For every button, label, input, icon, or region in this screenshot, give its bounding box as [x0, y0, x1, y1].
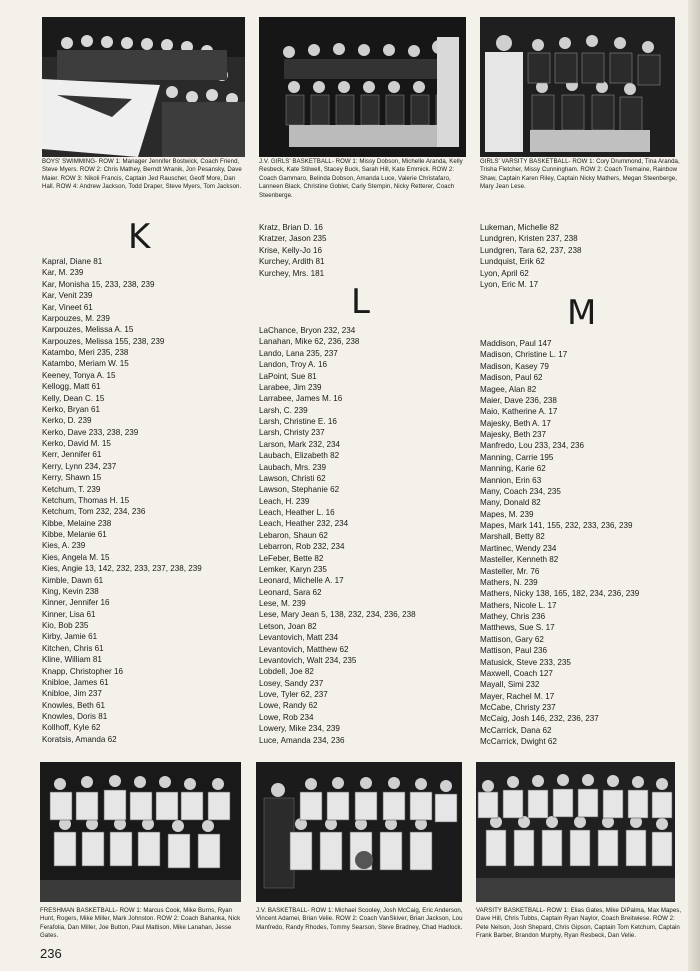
index-entry: Lyon, Eric M. 17 [480, 279, 539, 289]
jv-girls-basketball-photo [259, 17, 466, 157]
index-entry: Madison, Christine L. 17 [480, 350, 568, 360]
index-entry: Maddison, Paul 147 [480, 339, 552, 348]
index-entry: Leonard, Michelle A. 17 [259, 576, 344, 586]
index-entry: Lundgren, Kristen 237, 238 [480, 234, 578, 244]
index-entry: McCarrick, Dwight 62 [480, 737, 557, 747]
index-entry: Laubach, Elizabeth 82 [259, 451, 340, 461]
index-entry: Kibbe, Melanie 61 [42, 530, 107, 539]
index-entry: Kinner, Jennifer 16 [42, 598, 110, 608]
index-entry: Keeney, Tonya A. 15 [42, 370, 116, 380]
index-entry: Magee, Alan 82 [480, 384, 537, 394]
index-entry: Knowles, Beth 61 [42, 700, 105, 710]
index-entry: Kurchey, Mrs. 181 [259, 268, 325, 278]
girls-varsity-basketball-caption: GIRLS' VARSITY BASKETBALL- ROW 1: Cory Drummond, Tina Aranda, Trisha Fletcher, Missy Cunningham. ROW 2: Coach Tremaine, Rainbow Shaw, Captain Karen Riley, Captain Nicky Mathers, Megan Steenberge, Mary Jean Lese. [480, 158, 680, 191]
index-entry: Landon, Troy A. 16 [259, 360, 327, 370]
index-entry: Manfredo, Lou 233, 234, 236 [480, 441, 584, 451]
index-entry: Maio, Katherine A. 17 [480, 407, 558, 417]
index-entry: Knibloe, Jim 237 [42, 689, 102, 699]
varsity-basketball-caption: VARSITY BASKETBALL- ROW 1: Elias Gates, Mike DiPalma, Max Mapes, Dave Hill, Chris Tubbs, Captain Ryan Naylor, Coach Breitwiese. ROW 2: Pete Nelson, Josh Shepard, Chris Gipson, Captain Tom Ketchum, Captain Frank Barber, Brandon Murphy, Ryan Resbeck, Dan Velie. [476, 907, 682, 940]
index-entry: Many, Donald 82 [480, 498, 541, 508]
index-entry: Levantovich, Matt 234 [259, 633, 339, 643]
index-entry: Kerko, Bryan 61 [42, 404, 101, 414]
index-column-l [259, 325, 416, 746]
index-entry: Mayer, Rachel M. 17 [480, 691, 555, 701]
index-entry: Kibbe, Melaine 238 [42, 518, 112, 528]
index-entry: Kitchen, Chris 61 [42, 643, 104, 653]
index-entry: Love, Tyler 62, 237 [259, 690, 328, 699]
index-entry: Kar, Vineet 61 [42, 302, 93, 312]
index-entry: Kratzer, Jason 235 [259, 234, 327, 244]
index-entry: Lebarron, Rob 232, 234 [259, 542, 345, 552]
index-entry: Luce, Amanda 234, 236 [259, 735, 345, 745]
index-entry: LaPoint, Sue 81 [259, 371, 317, 381]
index-entry: Kerry, Lynn 234, 237 [42, 461, 117, 471]
index-entry: Lawson, Christi 62 [259, 473, 326, 483]
index-entry: Kar, M. 239 [42, 268, 84, 278]
index-entry: Kies, A. 239 [42, 541, 86, 551]
index-entry: Mattison, Gary 62 [480, 634, 544, 644]
index-entry: Kerko, Dave 233, 238, 239 [42, 427, 139, 437]
index-entry: Mathers, Nicole L. 17 [480, 600, 557, 610]
index-entry: Lundquist, Erik 62 [480, 257, 545, 267]
index-entry: Kerko, D. 239 [42, 416, 92, 426]
index-entry: Krise, Kelly-Jo 16 [259, 245, 322, 255]
index-entry: Matthews, Sue S. 17 [480, 623, 555, 633]
index-column-m [480, 338, 639, 748]
index-entry: Mayall, Simi 232 [480, 680, 540, 690]
index-entry: Kies, Angela M. 15 [42, 552, 110, 562]
index-entry: Larrabee, James M. 16 [259, 394, 343, 404]
index-entry: Kimble, Dawn 61 [42, 575, 104, 585]
index-entry: Lawson, Stephanie 62 [259, 485, 340, 495]
index-entry: McCaig, Josh 146, 232, 236, 237 [480, 714, 599, 724]
index-entry: Maier, Dave 236, 238 [480, 395, 557, 405]
index-entry: McCarrick, Dana 62 [480, 725, 552, 735]
index-entry: Kinner, Lisa 61 [42, 609, 96, 619]
index-entry: Martinec, Wendy 234 [480, 543, 557, 553]
index-entry: Mattison, Paul 236 [480, 646, 548, 656]
letter-l-heading: L [351, 282, 370, 322]
jv-basketball-caption: J.V. BASKETBALL- ROW 1: Michael Scooley, Josh McCaig, Eric Anderson, Vincent Adamei, Brian Velie. ROW 2: Coach VanSkiver, Brian Jackson, Lou Manfredo, Randy Rhodes, Tommy Searson, Steve Bradney, Chad Hadlock. [256, 907, 463, 931]
index-entry: Kapral, Diane 81 [42, 257, 103, 266]
letter-m-heading: M [567, 293, 597, 333]
index-column-l-continued [480, 222, 582, 290]
index-entry: Karpouzes, Melissa A. 15 [42, 325, 134, 335]
page-number: 236 [40, 946, 62, 961]
varsity-basketball-photo [476, 762, 675, 902]
index-entry: Manning, Carrie 195 [480, 452, 554, 462]
boys-swimming-caption: BOYS' SWIMMING- ROW 1: Manager Jennifer Bostwick, Coach Friend, Steve Myers. ROW 2: Chris Mathey, Berndt Wranik, Jon Pesansky, Dave Maier. ROW 3: Nikoli Francis, Captain Jed Rauscher, Geoff More, Dan Hall. ROW 4: Andrew Jackson, Todd Draper, Steve Myers, Tom Jackson. [42, 158, 242, 191]
index-entry: Lowe, Rob 234 [259, 712, 314, 722]
index-entry: Kerry, Shawn 15 [42, 473, 102, 483]
index-entry: Marshall, Betty 82 [480, 532, 545, 542]
index-column-k [42, 256, 202, 745]
index-entry: Lowe, Randy 62 [259, 701, 318, 711]
binding-edge [688, 0, 700, 971]
index-entry: Mapes, Mark 141, 155, 232, 233, 236, 239 [480, 521, 633, 530]
index-entry: Lemker, Karyn 235 [259, 564, 327, 574]
girls-varsity-basketball-photo [480, 17, 675, 157]
index-entry: Lobdell, Joe 82 [259, 667, 314, 677]
index-entry: Matusick, Steve 233, 235 [480, 657, 571, 667]
index-entry: Lanahan, Mike 62, 236, 238 [259, 337, 360, 347]
index-entry: Laubach, Mrs. 239 [259, 462, 327, 472]
freshman-basketball-photo [40, 762, 241, 902]
boys-swimming-photo [42, 17, 245, 157]
index-entry: Larsh, Christy 237 [259, 428, 325, 438]
index-entry: Larson, Mark 232, 234 [259, 439, 340, 449]
index-entry: Kurchey, Ardith 81 [259, 257, 325, 267]
index-entry: Kratz, Brian D. 16 [259, 223, 323, 232]
index-entry: Leonard, Sara 62 [259, 587, 322, 597]
index-entry: LeFeber, Bette 82 [259, 553, 324, 563]
letter-k-heading: K [128, 217, 151, 257]
index-entry: Knapp, Christopher 16 [42, 666, 123, 676]
index-entry: Majesky, Beth A. 17 [480, 418, 551, 428]
index-entry: Kio, Bob 235 [42, 621, 89, 630]
index-entry: Kirby, Jamie 61 [42, 632, 98, 642]
index-entry: Ketchum, Tom 232, 234, 236 [42, 507, 146, 517]
index-entry: Knibloe, James 61 [42, 677, 109, 687]
index-entry: Many, Coach 234, 235 [480, 486, 561, 496]
index-entry: Manning, Karie 62 [480, 464, 546, 474]
index-entry: Ketchum, T. 239 [42, 484, 101, 494]
index-entry: Mannion, Erin 63 [480, 475, 542, 485]
index-entry: Mathers, Nicky 138, 165, 182, 234, 236, 239 [480, 589, 640, 599]
index-entry: Madison, Paul 62 [480, 373, 543, 383]
index-entry: Karpouzes, Melissa 155, 238, 239 [42, 336, 165, 346]
index-entry: Ketchum, Thomas H. 15 [42, 495, 130, 505]
index-entry: Katambo, Meriam W. 15 [42, 359, 129, 369]
index-entry: Lese, Mary Jean 5, 138, 232, 234, 236, 238 [259, 610, 416, 620]
index-entry: Madison, Kasey 79 [480, 361, 549, 371]
index-entry: Leach, Heather 232, 234 [259, 519, 349, 529]
index-entry: Lando, Lana 235, 237 [259, 348, 338, 358]
index-entry: Lebaron, Shaun 62 [259, 530, 328, 540]
index-entry: Kollhoff, Kyle 62 [42, 723, 101, 733]
index-entry: Levantovich, Matthew 62 [259, 644, 349, 654]
index-entry: Lyon, April 62 [480, 268, 529, 278]
index-entry: Mathers, N. 239 [480, 577, 538, 587]
index-entry: Majesky, Beth 237 [480, 430, 546, 439]
index-entry: Levantovich, Walt 234, 235 [259, 655, 357, 665]
freshman-basketball-caption: FRESHMAN BASKETBALL- ROW 1: Marcus Cook, Mike Burns, Ryan Hunt, Rogers, Mike Miller, Mark Johnston. ROW 2: Coach Bahanka, Nick Ferafolia, Dan Miller, Joe Button, Paul Mattison, Mike Lanahan, Jesse Gates. [40, 907, 241, 940]
index-entry: King, Kevin 238 [42, 586, 99, 596]
index-entry: Kerko, David M. 15 [42, 439, 111, 448]
index-entry: Kar, Venit 239 [42, 291, 93, 301]
index-entry: Katambo, Meri 235, 238 [42, 348, 129, 357]
index-entry: Larsh, Christine E. 16 [259, 417, 337, 426]
index-entry: Kline, William 81 [42, 655, 102, 665]
index-entry: Kar, Monisha 15, 233, 238, 239 [42, 279, 155, 289]
index-entry: Leach, Heather L. 16 [259, 508, 335, 517]
index-entry: Kellogg, Matt 61 [42, 382, 101, 392]
index-entry: Masteller, Mr. 76 [480, 566, 540, 576]
index-entry: Koratsis, Amanda 62 [42, 734, 117, 744]
index-entry: Lukeman, Michelle 82 [480, 223, 559, 232]
index-entry: Lowery, Mike 234, 239 [259, 724, 340, 734]
index-entry: McCabe, Christy 237 [480, 703, 556, 712]
index-column-k-continued [259, 222, 327, 279]
index-entry: Mapes, M. 239 [480, 509, 534, 519]
index-entry: Lundgren, Tara 62, 237, 238 [480, 245, 582, 255]
index-entry: Kies, Angie 13, 142, 232, 233, 237, 238, 239 [42, 564, 202, 574]
index-entry: Kelly, Dean C. 15 [42, 393, 105, 403]
index-entry: Larsh, C. 239 [259, 405, 308, 415]
index-entry: Letson, Joan 82 [259, 621, 317, 631]
index-entry: Leach, H. 239 [259, 496, 310, 506]
index-entry: Mathey, Chris 236 [480, 612, 546, 621]
index-entry: Knowles, Doris 81 [42, 712, 108, 721]
index-entry: Losey, Sandy 237 [259, 678, 324, 688]
index-entry: Kerr, Jennifer 61 [42, 450, 102, 460]
jv-basketball-photo [256, 762, 462, 902]
index-entry: Maxwell, Coach 127 [480, 668, 553, 678]
index-entry: Larabee, Jim 239 [259, 382, 322, 392]
jv-girls-basketball-caption: J.V. GIRLS' BASKETBALL- ROW 1: Missy Dobson, Michelle Aranda, Kelly Resbeck, Kate Stilwell, Stacey Buck, Sarah Hill, Kate Emmick. ROW 2: Coach Gammaro, Belinda Dobson, Amanda Luce, Valerie Christafaro, Lanneen Black, Christine Goblet, Carly Stempin, Nicky Retterer, Coach Steenberge. [259, 158, 463, 199]
index-entry: Karpouzes, M. 239 [42, 313, 110, 323]
index-entry: Lese, M. 239 [259, 599, 306, 608]
index-entry: Masteller, Kenneth 82 [480, 555, 559, 565]
index-entry: LaChance, Bryon 232, 234 [259, 326, 356, 335]
